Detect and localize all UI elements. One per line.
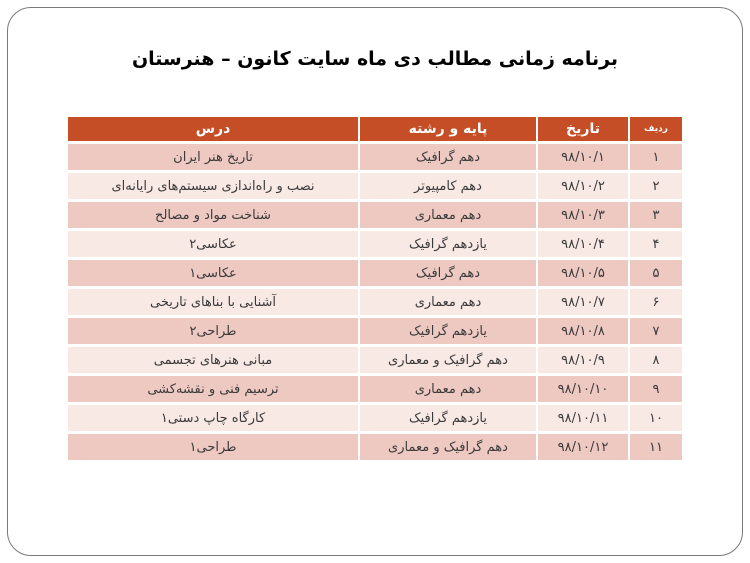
cell-lesson: عکاسی۱	[68, 260, 358, 286]
cell-date: ۹۸/۱۰/۴	[538, 231, 628, 257]
cell-grade: دهم گرافیک و معماری	[360, 347, 536, 373]
cell-lesson: مبانی هنرهای تجسمی	[68, 347, 358, 373]
cell-radif: ۷	[630, 318, 682, 344]
cell-date: ۹۸/۱۰/۱۲	[538, 434, 628, 460]
cell-lesson: نصب و راه‌اندازی سیستم‌های رایانه‌ای	[68, 173, 358, 199]
table-row	[68, 405, 682, 431]
cell-lesson: تاریخ هنر ایران	[68, 144, 358, 170]
table-row	[68, 144, 682, 170]
cell-grade: یازدهم گرافیک	[360, 231, 536, 257]
cell-lesson: ترسیم فنی و نقشه‌کشی	[68, 376, 358, 402]
cell-lesson: طراحی۱	[68, 434, 358, 460]
cell-date: ۹۸/۱۰/۱	[538, 144, 628, 170]
cell-grade: یازدهم گرافیک	[360, 318, 536, 344]
cell-grade: دهم گرافیک	[360, 144, 536, 170]
schedule-table	[66, 114, 684, 463]
cell-lesson: عکاسی۲	[68, 231, 358, 257]
cell-lesson: کارگاه چاپ دستی۱	[68, 405, 358, 431]
cell-radif: ۸	[630, 347, 682, 373]
cell-grade: دهم گرافیک و معماری	[360, 434, 536, 460]
cell-radif: ۱۰	[630, 405, 682, 431]
cell-radif: ۶	[630, 289, 682, 315]
column-header-radif: ردیف	[630, 117, 682, 141]
cell-date: ۹۸/۱۰/۹	[538, 347, 628, 373]
cell-grade: یازدهم گرافیک	[360, 405, 536, 431]
table-row	[68, 434, 682, 460]
table-row	[68, 231, 682, 257]
column-header-lesson: درس	[68, 117, 358, 141]
cell-lesson: شناخت مواد و مصالح	[68, 202, 358, 228]
cell-grade: دهم معماری	[360, 289, 536, 315]
cell-lesson: آشنایی با بناهای تاریخی	[68, 289, 358, 315]
cell-grade: دهم معماری	[360, 376, 536, 402]
table-body	[68, 144, 682, 460]
cell-date: ۹۸/۱۰/۳	[538, 202, 628, 228]
cell-date: ۹۸/۱۰/۵	[538, 260, 628, 286]
cell-radif: ۹	[630, 376, 682, 402]
table-row	[68, 173, 682, 199]
cell-date: ۹۸/۱۰/۱۱	[538, 405, 628, 431]
table-header-row	[68, 117, 682, 141]
table-row	[68, 202, 682, 228]
cell-radif: ۱	[630, 144, 682, 170]
table-row	[68, 376, 682, 402]
cell-date: ۹۸/۱۰/۲	[538, 173, 628, 199]
column-header-grade: پایه و رشته	[360, 117, 536, 141]
cell-radif: ۲	[630, 173, 682, 199]
cell-radif: ۱۱	[630, 434, 682, 460]
cell-date: ۹۸/۱۰/۸	[538, 318, 628, 344]
page-title: برنامه زمانی مطالب دی ماه سایت کانون – هنرستان	[131, 48, 619, 70]
cell-lesson: طراحی۲	[68, 318, 358, 344]
cell-grade: دهم کامپیوتر	[360, 173, 536, 199]
table-row	[68, 289, 682, 315]
table-row	[68, 318, 682, 344]
cell-date: ۹۸/۱۰/۱۰	[538, 376, 628, 402]
cell-radif: ۴	[630, 231, 682, 257]
column-header-date: تاریخ	[538, 117, 628, 141]
cell-radif: ۵	[630, 260, 682, 286]
cell-grade: دهم معماری	[360, 202, 536, 228]
cell-radif: ۳	[630, 202, 682, 228]
cell-grade: دهم گرافیک	[360, 260, 536, 286]
cell-date: ۹۸/۱۰/۷	[538, 289, 628, 315]
table-row	[68, 260, 682, 286]
table-row	[68, 347, 682, 373]
